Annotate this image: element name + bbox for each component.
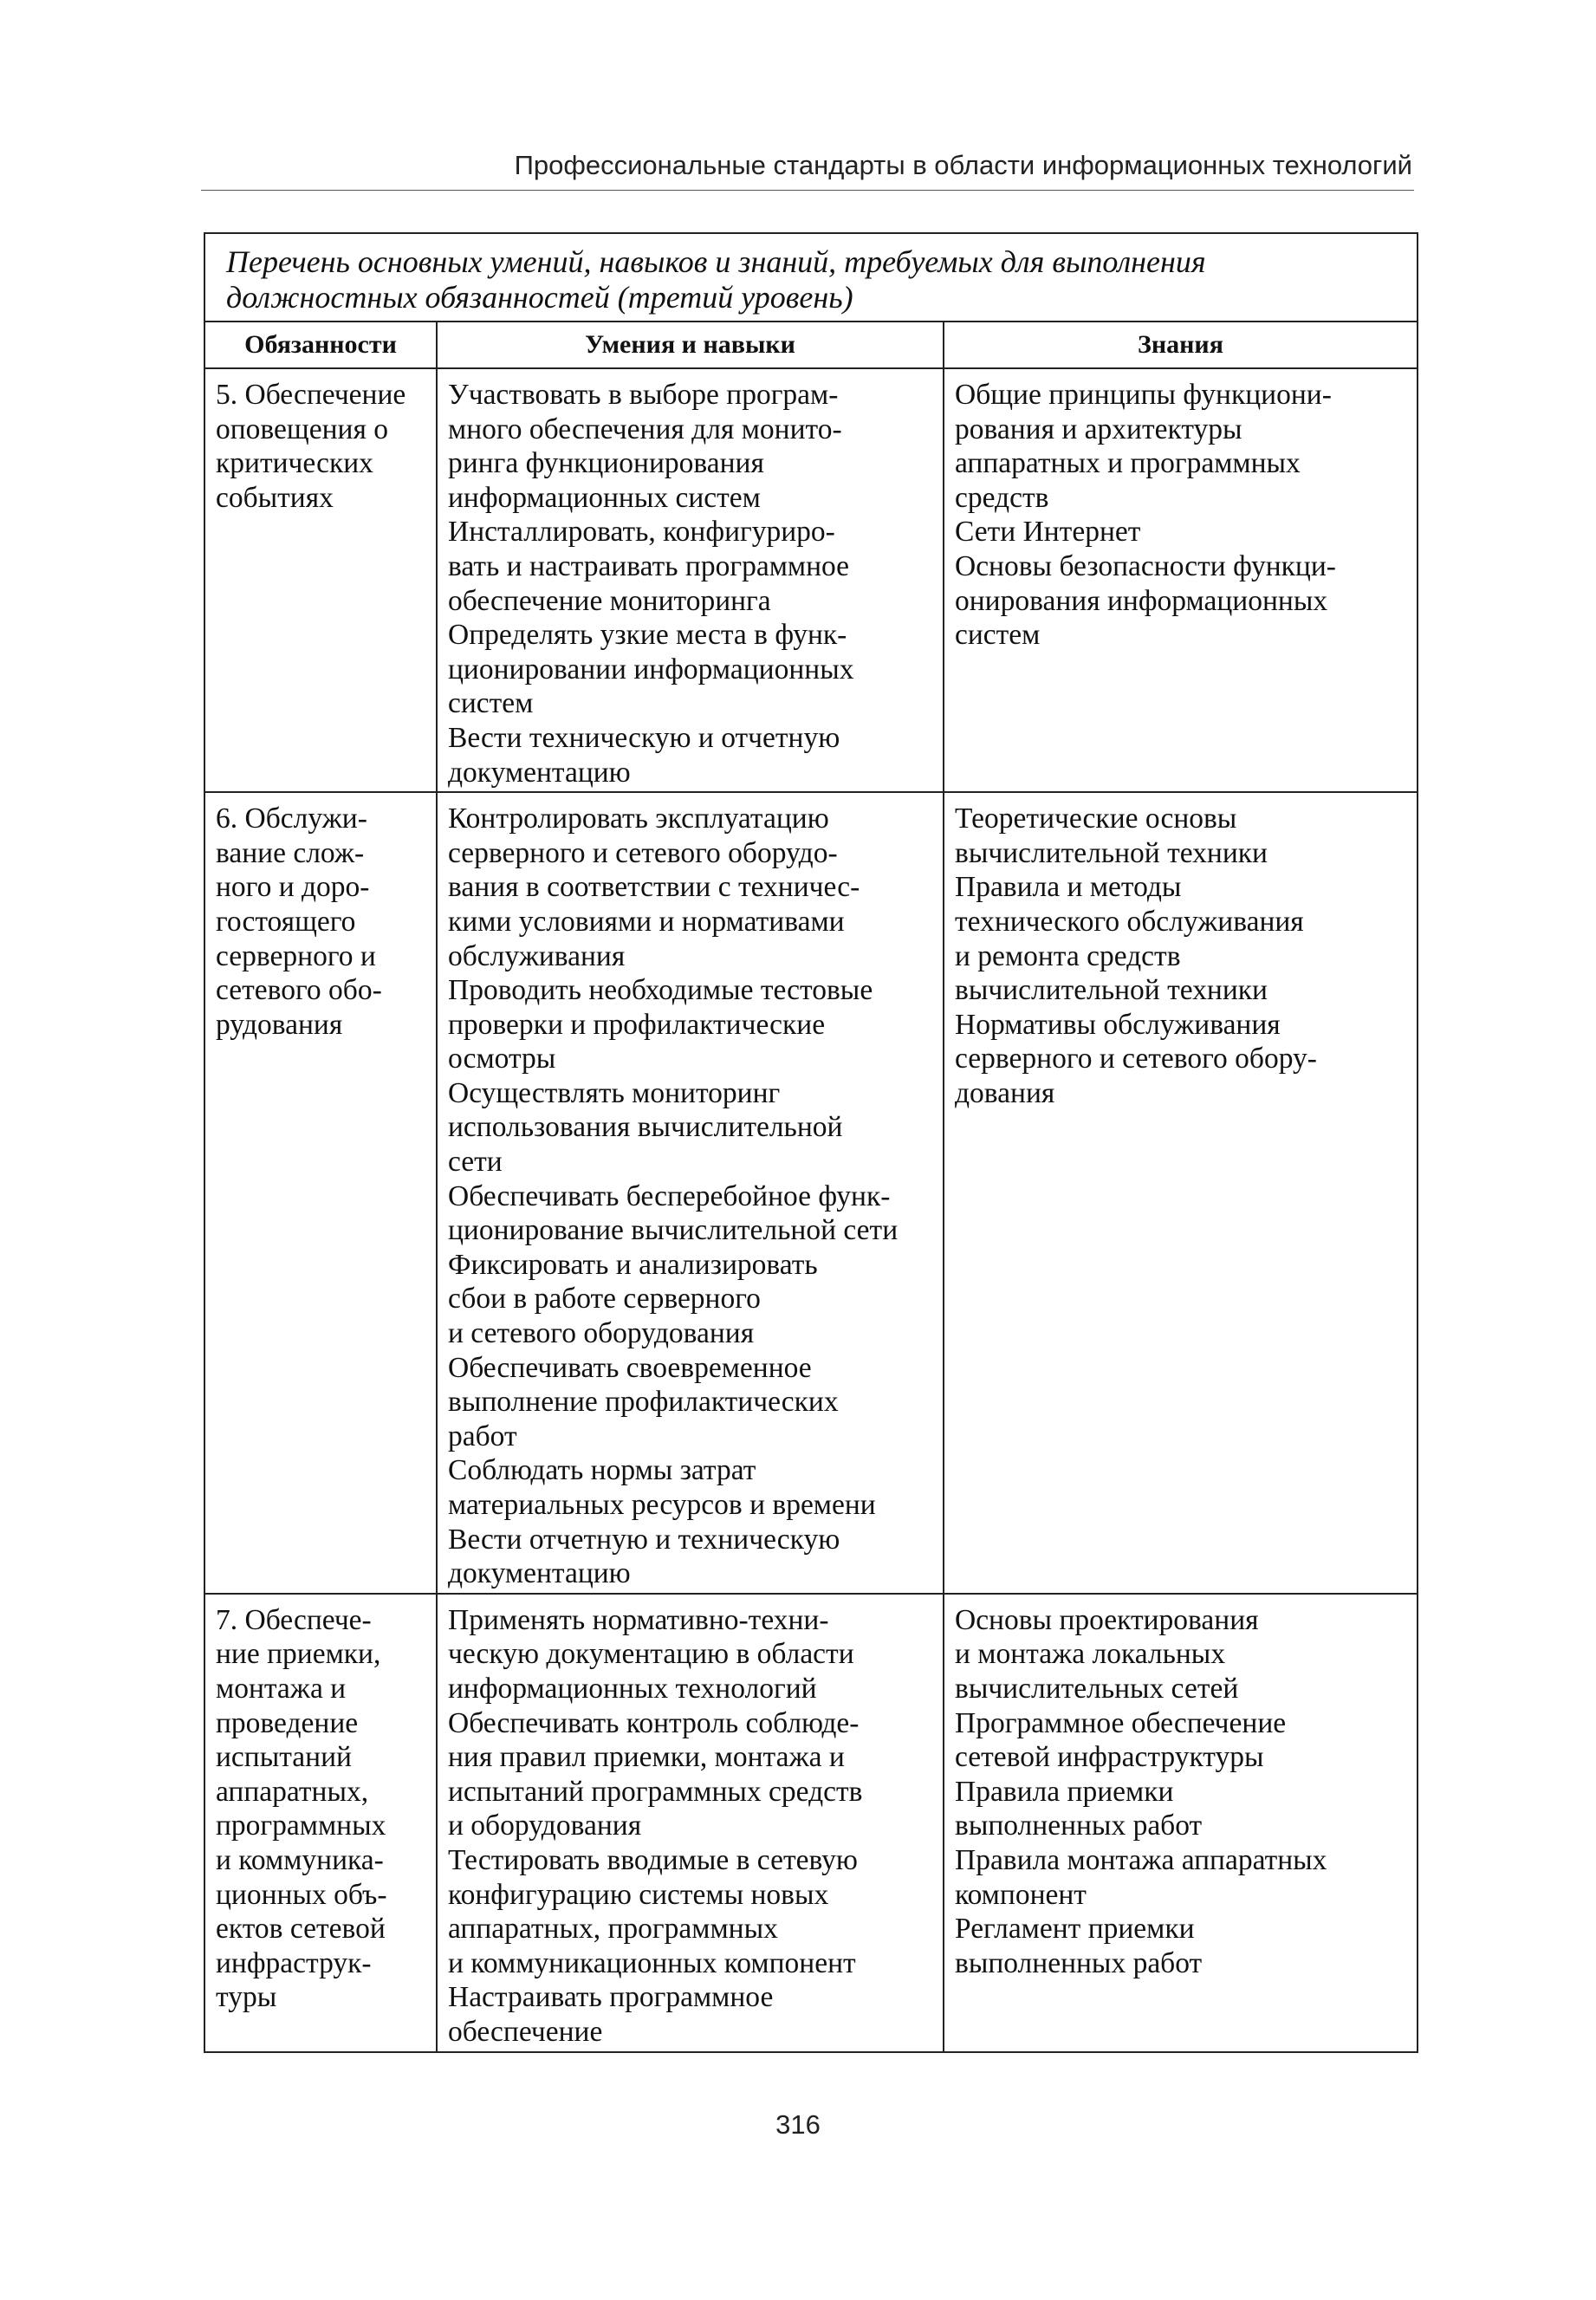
- skills-line: материальных ресурсов и времени: [448, 1489, 876, 1521]
- skills-line: много обеспечения для монито-: [448, 413, 842, 445]
- skills-line: информационных технологий: [448, 1672, 817, 1705]
- skills-line: работ: [448, 1420, 517, 1452]
- running-header: Профессиональные стандарты в области информационных технологий: [201, 147, 1414, 191]
- skills-line: Обеспечивать контроль соблюде-: [448, 1706, 860, 1739]
- column-header-duties: Обязанности: [204, 322, 437, 368]
- skills-line: проверки и профилактические: [448, 1008, 826, 1041]
- duties-line: ние приемки,: [216, 1638, 381, 1671]
- duties-line: ционных объ-: [216, 1878, 387, 1911]
- skills-line: Инсталлировать, конфигуриро-: [448, 516, 835, 549]
- knowledge-line: рования и архитектуры: [955, 413, 1242, 445]
- knowledge-line: и ремонта средств: [955, 939, 1181, 972]
- skills-line: ционировании информационных: [448, 653, 854, 685]
- cell-skills: [437, 1594, 944, 2052]
- duties-line: туры: [216, 1981, 277, 2014]
- knowledge-line: онирования информационных: [955, 584, 1328, 617]
- skills-line: вания в соответствии с техничес-: [448, 871, 860, 904]
- knowledge-line: вычислительной техники: [955, 974, 1268, 1007]
- skills-line: серверного и сетевого оборудо-: [448, 836, 838, 869]
- knowledge-line: Программное обеспечение: [955, 1706, 1287, 1739]
- skills-line: Определять узкие места в функ-: [448, 619, 847, 652]
- knowledge-line: серверного и сетевого обору-: [955, 1043, 1317, 1075]
- skills-line: сбои в работе серверного: [448, 1283, 761, 1316]
- table-caption-line: должностных обязанностей (третий уровень): [226, 280, 853, 315]
- duties-table: [204, 232, 1418, 2053]
- skills-line: ния правил приемки, монтажа и: [448, 1741, 845, 1774]
- skills-line: систем: [448, 687, 534, 720]
- knowledge-line: Правила монтажа аппаратных: [955, 1843, 1327, 1876]
- table-caption-line: Перечень основных умений, навыков и знаний, требуемых для выполнения: [226, 244, 1206, 279]
- skills-line: Настраивать программное: [448, 1981, 774, 2014]
- table-body: [204, 368, 1418, 2052]
- cell-knowledge: [944, 792, 1418, 1594]
- duties-line: и коммуника-: [216, 1843, 384, 1876]
- knowledge-line: компонент: [955, 1878, 1087, 1911]
- skills-line: обеспечение: [448, 2015, 603, 2048]
- column-header-knowledge: Знания: [944, 322, 1418, 368]
- skills-line: Фиксировать и анализировать: [448, 1248, 818, 1281]
- duties-line: 7. Обеспече-: [216, 1603, 372, 1636]
- cell-duties: [204, 1594, 437, 2052]
- skills-line: Соблюдать нормы затрат: [448, 1454, 756, 1487]
- skills-line: Тестировать вводимые в сетевую: [448, 1843, 858, 1876]
- skills-line: осмотры: [448, 1043, 556, 1075]
- skills-line: сети: [448, 1146, 503, 1179]
- skills-line: вать и настраивать программное: [448, 549, 850, 582]
- duties-line: сетевого обо-: [216, 974, 382, 1007]
- skills-line: Вести техническую и отчетную: [448, 721, 840, 754]
- duties-line: рудования: [216, 1008, 343, 1041]
- skills-line: и сетевого оборудования: [448, 1317, 755, 1350]
- skills-line: Вести отчетную и техническую: [448, 1523, 840, 1556]
- knowledge-line: систем: [955, 619, 1041, 652]
- page-number: 316: [775, 2109, 821, 2140]
- duties-line: оповещения о: [216, 413, 388, 445]
- table-row: [204, 368, 1418, 792]
- duties-line: инфраструк-: [216, 1946, 372, 1979]
- duties-line: аппаратных,: [216, 1775, 369, 1808]
- skills-line: Участвовать в выборе програм-: [448, 379, 839, 411]
- duties-line: ектов сетевой: [216, 1913, 386, 1946]
- cell-skills: [437, 792, 944, 1594]
- skills-line: выполнение профилактических: [448, 1386, 839, 1419]
- skills-line: документацию: [448, 756, 631, 789]
- knowledge-line: сетевой инфраструктуры: [955, 1741, 1264, 1774]
- knowledge-line: и монтажа локальных: [955, 1638, 1226, 1671]
- knowledge-line: Сети Интернет: [955, 516, 1141, 549]
- knowledge-line: дования: [955, 1076, 1055, 1109]
- knowledge-line: технического обслуживания: [955, 905, 1304, 938]
- duties-line: программных: [216, 1809, 386, 1842]
- knowledge-line: выполненных работ: [955, 1809, 1203, 1842]
- knowledge-line: выполненных работ: [955, 1946, 1203, 1979]
- skills-line: и оборудования: [448, 1809, 642, 1842]
- duties-line: 5. Обеспечение: [216, 379, 406, 411]
- column-header-skills: Умения и навыки: [437, 322, 944, 368]
- knowledge-line: аппаратных и программных: [955, 447, 1301, 480]
- skills-line: обеспечение мониторинга: [448, 584, 771, 617]
- skills-line: документацию: [448, 1557, 631, 1590]
- knowledge-line: Основы проектирования: [955, 1603, 1259, 1636]
- skills-line: информационных систем: [448, 481, 761, 514]
- cell-skills: [437, 368, 944, 792]
- skills-line: ческую документацию в области: [448, 1638, 854, 1671]
- duties-line: 6. Обслужи-: [216, 802, 367, 835]
- table-row: [204, 1594, 1418, 2052]
- duties-line: гостоящего: [216, 905, 356, 938]
- skills-line: кими условиями и нормативами: [448, 905, 845, 938]
- cell-duties: [204, 792, 437, 1594]
- duties-line: монтажа и: [216, 1672, 347, 1705]
- skills-line: конфигурацию системы новых: [448, 1878, 829, 1911]
- knowledge-line: Основы безопасности функци-: [955, 549, 1336, 582]
- skills-line: ционирование вычислительной сети: [448, 1214, 899, 1247]
- knowledge-line: вычислительной техники: [955, 836, 1268, 869]
- duties-line: критических: [216, 447, 373, 480]
- skills-line: Контролировать эксплуатацию: [448, 802, 829, 835]
- cell-knowledge: [944, 1594, 1418, 2052]
- cell-duties: [204, 368, 437, 792]
- duties-line: проведение: [216, 1706, 359, 1739]
- knowledge-line: Общие принципы функциони-: [955, 379, 1332, 411]
- knowledge-line: Регламент приемки: [955, 1913, 1195, 1946]
- knowledge-line: вычислительных сетей: [955, 1672, 1239, 1705]
- duties-line: испытаний: [216, 1741, 352, 1774]
- skills-line: обслуживания: [448, 939, 626, 972]
- skills-line: Обеспечивать бесперебойное функ-: [448, 1179, 891, 1212]
- duties-line: серверного и: [216, 939, 376, 972]
- duties-line: ного и доро-: [216, 871, 370, 904]
- duties-line: вание слож-: [216, 836, 365, 869]
- skills-line: испытаний программных средств: [448, 1775, 863, 1808]
- skills-line: ринга функционирования: [448, 447, 764, 480]
- skills-line: аппаратных, программных: [448, 1913, 778, 1946]
- skills-line: и коммуникационных компонент: [448, 1946, 856, 1979]
- table-row: [204, 792, 1418, 1594]
- skills-line: использования вычислительной: [448, 1111, 843, 1144]
- skills-line: Обеспечивать своевременное: [448, 1351, 812, 1384]
- duties-line: событиях: [216, 481, 334, 514]
- knowledge-line: Нормативы обслуживания: [955, 1008, 1281, 1041]
- cell-knowledge: [944, 368, 1418, 792]
- skills-line: Применять нормативно-техни-: [448, 1603, 829, 1636]
- knowledge-line: Правила приемки: [955, 1775, 1174, 1808]
- skills-line: Осуществлять мониторинг: [448, 1076, 781, 1109]
- table-header-row: [204, 322, 1418, 368]
- knowledge-line: Теоретические основы: [955, 802, 1237, 835]
- table-caption: [204, 233, 1418, 322]
- knowledge-line: средств: [955, 481, 1049, 514]
- skills-line: Проводить необходимые тестовые: [448, 974, 873, 1007]
- table-caption-row: [204, 233, 1418, 322]
- knowledge-line: Правила и методы: [955, 871, 1182, 904]
